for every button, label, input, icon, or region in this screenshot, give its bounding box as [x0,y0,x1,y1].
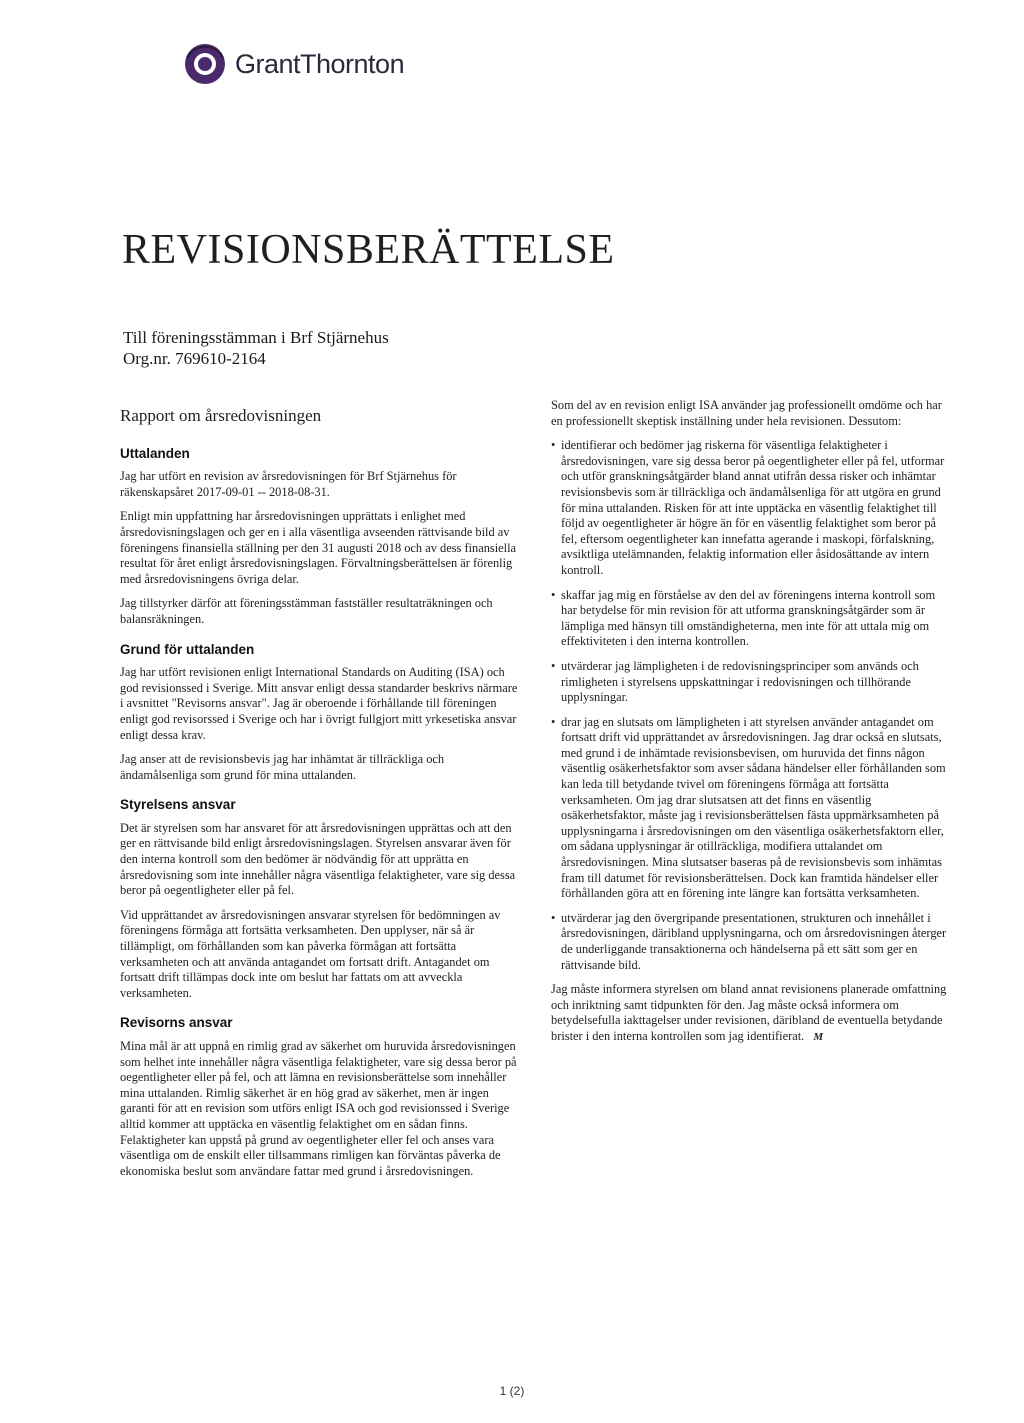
heading-styrelsens-ansvar: Styrelsens ansvar [120,797,236,813]
addressee-block [123,327,389,369]
list-item [551,659,951,706]
paragraph: Det är styrelsen som har ansvaret för att årsredovisningen upprättas och att den ger en rättvisande bild enligt årsredovisningslagen. Styrelsen ansvarar även för den interna kontroll som den bedömer är nödvändig för att upprätta en årsredovisning som inte innehåller några väsentliga felaktigheter, vare sig dessa beror på oegentligheter eller på fel. [120,820,516,898]
org-number: Org.nr. 769610-2164 [123,349,266,368]
list-item [551,438,951,578]
list-item [551,588,951,650]
page-number: 1 (2) [499,1384,525,1398]
section-title: Rapport om årsredovisningen [120,406,322,425]
logo-wordmark: GrantThornton [235,48,405,79]
list-item [551,715,951,902]
heading-uttalanden: Uttalanden [120,445,190,461]
bullet-icon: • [551,658,556,673]
list-item [551,911,951,973]
paragraph: Jag har utfört en revision av årsredovisningen för Brf Stjärnehus för räkenskapsåret 2017-09-01 -- 2018-08-31. [120,469,457,499]
list-item-text: identifierar och bedömer jag riskerna för väsentliga felaktigheter i årsredovisningen, vare sig dessa beror på oegentligheter eller på fel, utformar och utför granskningsåtgärder bland annat utifrån dessa risker och inhämtar revisionsbevis som är tillräckliga och ändamålsenliga för att utgöra en grund för mina uttalanden. Risken för att inte upptäcka en väsentlig felaktighet till följd av oegentligheter är högre än för en väsentlig felaktighet som beror på fel, eftersom oegentligheter kan innefatta agerande i maskopi, förfalskning, avsiktliga utelämnanden, felaktig information eller åsidosättande av intern kontroll. [561,438,945,577]
bullet-icon: • [551,714,556,729]
bullet-icon: • [551,587,556,602]
heading-revisorns-ansvar: Revisorns ansvar [120,1015,233,1031]
paragraph: Jag tillstyrker därför att föreningsstämman fastställer resultaträkningen och balansräkningen. [120,596,493,626]
grant-thornton-logo [183,42,404,86]
list-item-text: utvärderar jag den övergripande presentationen, strukturen och innehållet i årsredovisningen, däribland upplysningarna, och om årsredovisningen återger de underliggande transaktionerna och händelserna på ett sätt som ger en rättvisande bild. [561,910,947,972]
left-column [120,408,520,1188]
paragraph: Enligt min uppfattning har årsredovisningen upprättats i enlighet med årsredovisningslagen och ger en i alla väsentliga avseenden rättvisande bild av föreningens finansiella ställning per den 31 augusti 2018 och av dess finansiella resultat för året enligt årsredovisningslagen. Förvaltningsberättelsen är förenlig med årsredovisningens övriga delar. [120,509,517,586]
paragraph: Jag anser att de revisionsbevis jag har inhämtat är tillräckliga och ändamålsenliga som grund för mina uttalanden. [120,752,445,782]
paragraph: Vid upprättandet av årsredovisningen ansvarar styrelsen för bedömningen av föreningens förmåga att fortsätta verksamheten. Den upplyser, när så är tillämpligt, om förhållanden som kan påverka förmågan att fortsätta verksamheten och att använda antagandet om fortsatt drift. Antagandet om fortsatt drift tillämpas dock inte om beslut har fattats om att avveckla verksamheten. [120,907,501,1000]
closing-paragraph [551,982,951,1045]
list-item-text: skaffar jag mig en förståelse av den del av föreningens interna kontroll som har betydelse för min revision för att utforma granskningsåtgärder som är lämpliga med hänsyn till omständigheterna, men inte för att uttala mig om effektiviteten i den interna kontrollen. [561,587,936,649]
list-item-text: utvärderar jag lämpligheten i de redovisningsprinciper som används och rimligheten i styrelsens uppskattningar i redovisningen och tillhörande upplysningar. [561,658,919,705]
list-item-text: drar jag en slutsats om lämpligheten i att styrelsen använder antagandet om fortsatt drift vid upprättandet av årsredovisningen. Jag drar också en slutsats, med grund i de inhämtade revisionsbevisen, om huruvida det finns någon väsentlig osäkerhetsfaktor som avser sådana händelser eller förhållanden som kan leda till betydande tvivel om föreningens förmåga att fortsätta verksamheten. Om jag drar slutsatsen att det finns en väsentlig osäkerhetsfaktor, måste jag i revisionsberättelsen fästa uppmärksamheten på upplysningarna i årsredovisningen om den väsentliga osäkerhetsfaktorn eller, om sådana upplysningar är otillräckliga, modifiera uttalandet om årsredovisningen. Mina slutsatser baseras på de revisionsbevis som inhämtas fram till datumet för revisionsberättelsen. Dock kan framtida händelser eller förhållanden göra att en förening inte längre kan fortsätta verksamheten. [561,714,946,901]
bullet-icon: • [551,910,556,925]
initials-signature: M [813,1030,824,1043]
heading-grund: Grund för uttalanden [120,641,255,657]
grant-thornton-logo-icon [183,42,227,86]
right-column [551,398,951,1055]
closing-text: Jag måste informera styrelsen om bland annat revisionens planerade omfattning och inriktning samt tidpunkten för den. Jag måste också informera om betydelsefulla iakttagelser under revisionen, däribland de eventuella betydande brister i den interna kontrollen som jag identifierat. [551,982,947,1043]
paragraph: Mina mål är att uppnå en rimlig grad av säkerhet om huruvida årsredovisningen som helhet inte innehåller några väsentliga felaktigheter, vare sig dessa beror på oegentligheter eller på fel, och att lämna en revisionsberättelse som innehåller mina uttalanden. Rimlig säkerhet är en hög grad av säkerhet, men är ingen garanti för att en revision som utförs enligt ISA och god revisionssed i Sverige alltid kommer att upptäcka en väsentlig felaktighet om en sådan finns. Felaktigheter kan uppstå på grund av oegentligheter eller fel och anses vara väsentliga om de enskilt eller tillsammans rimligen kan förväntas påverka de ekonomiska beslut som användare fattar med grund i årsredovisningen. [120,1039,517,1178]
addressee-line: Till föreningsstämman i Brf Stjärnehus [123,328,389,347]
document-title: REVISIONSBERÄTTELSE [122,227,615,273]
bullet-icon: • [551,438,556,453]
paragraph: Jag har utfört revisionen enligt International Standards on Auditing (ISA) och god revisionssed i Sverige. Mitt ansvar enligt dessa standarder beskrivs närmare i avsnittet "Revisorns ansvar". Jag är oberoende i förhållande till föreningen enligt god revisorssed i Sverige och har i övrigt fullgjort mitt yrkesetiska ansvar enligt dessa krav. [120,665,518,742]
paragraph: Som del av en revision enligt ISA använder jag professionellt omdöme och har en professionellt skeptisk inställning under hela revisionen. Dessutom: [551,398,942,428]
